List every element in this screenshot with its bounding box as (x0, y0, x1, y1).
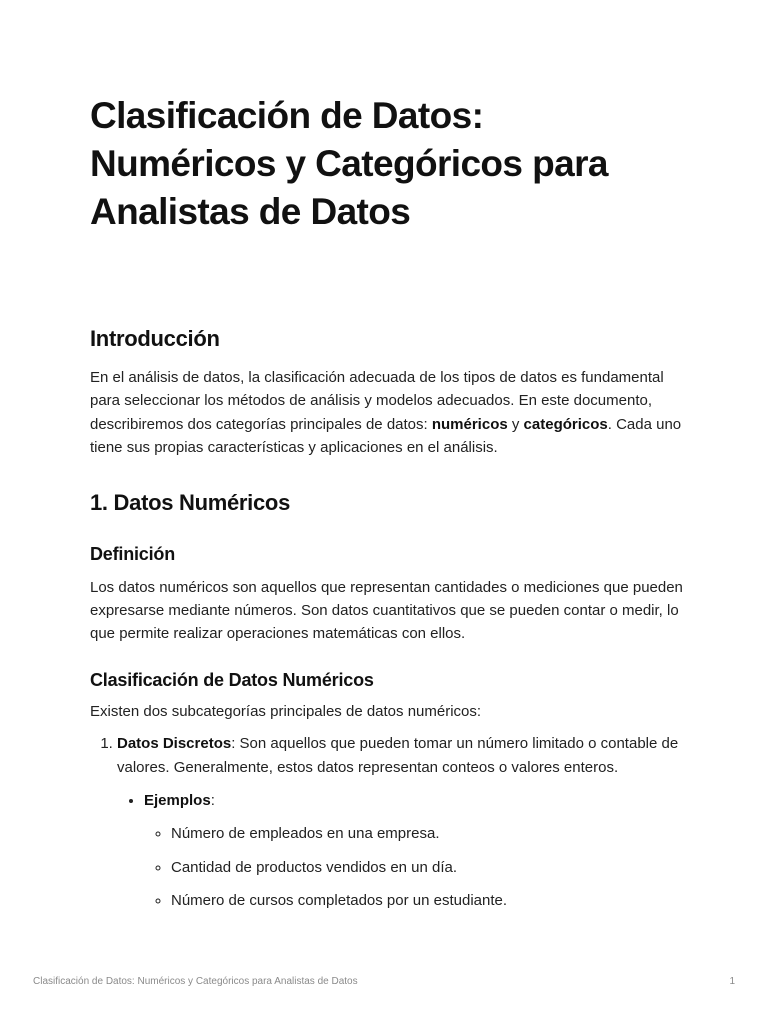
examples-item (144, 789, 690, 913)
document-page (90, 92, 690, 923)
numeric-subcategory-list (90, 732, 690, 912)
example-item-3: ◦ Número de cursos completados por un estudiante. (171, 889, 690, 912)
intro-text-1: En el análisis de datos, la clasificación adecuada de los tipos de datos es fundamental para seleccionar los métodos de análisis y modelos adecuados. En este documento, describiremos dos categorías principales de datos: (90, 369, 664, 433)
discrete-description: : Son aquellos que pueden tomar un número limitado o contable de valores. Generalmente, estos datos representan conteos o valores enteros. (117, 735, 679, 776)
intro-bold-numericos: numéricos (431, 415, 508, 433)
example-sublist (144, 822, 690, 912)
classification-heading: Clasificación de Datos Numéricos (90, 669, 374, 690)
intro-text-2: y (507, 415, 524, 433)
discrete-term: Datos Discretos (117, 735, 232, 753)
definition-heading: Definición (90, 543, 176, 564)
examples-label: Ejemplos (144, 792, 211, 810)
classification-intro: Existen dos subcategorías principales de datos numéricos: (90, 702, 482, 720)
definition-paragraph: Los datos numéricos son aquellos que representan cantidades o mediciones que pueden expresarse mediante números. Son datos cuantitativos que se pueden contar o medir, lo que permite realizar operaciones matemáticas con ellos. (90, 578, 683, 643)
examples-colon: : (210, 792, 215, 810)
intro-heading: Introducción (90, 326, 220, 351)
numeric-heading: 1. Datos Numéricos (90, 489, 291, 515)
title-line-2: Numéricos y Categóricos para (90, 143, 608, 184)
example-item-2: ◦ Cantidad de productos vendidos en un día. (171, 856, 690, 879)
page-footer (33, 976, 735, 987)
title-line-3: Analistas de Datos (90, 191, 411, 232)
intro-text-3: . Cada uno tiene sus propias características y aplicaciones en el análisis. (90, 415, 682, 457)
examples-list (117, 789, 690, 913)
footer-page-number: 1 (729, 976, 735, 987)
intro-paragraph (90, 366, 690, 460)
title-line-1: Clasificación de Datos: (90, 95, 484, 136)
document-title (90, 92, 690, 236)
footer-running-title: Clasificación de Datos: Numéricos y Categóricos para Analistas de Datos (33, 976, 358, 987)
intro-bold-categoricos: categóricos (523, 415, 608, 433)
example-item-1: ◦ Número de empleados en una empresa. (171, 822, 690, 845)
list-item-discrete (117, 732, 690, 912)
